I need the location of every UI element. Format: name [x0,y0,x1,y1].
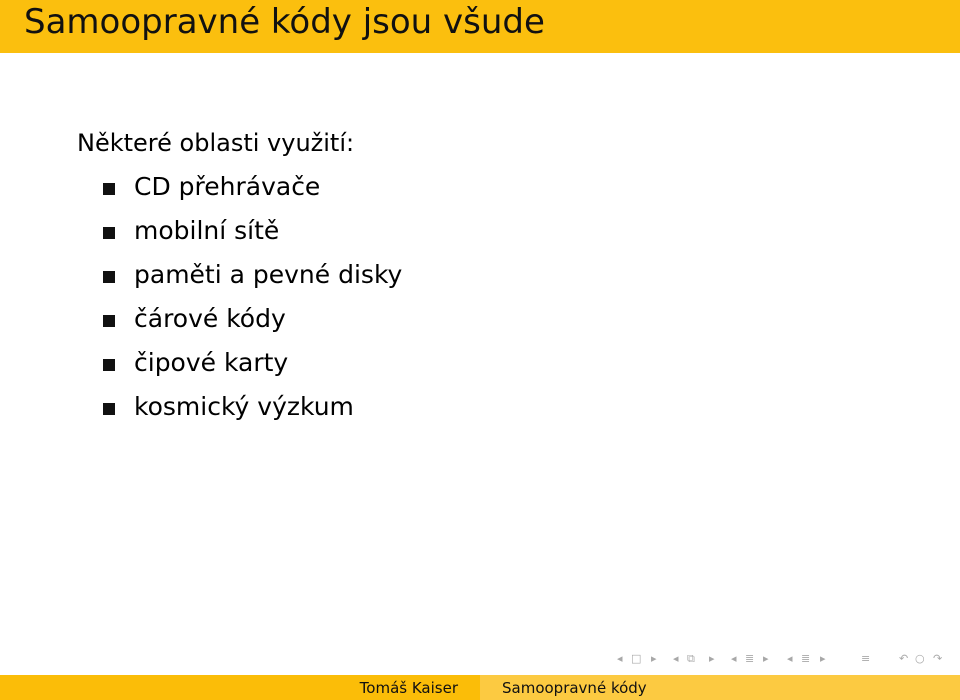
square-bullet-icon [103,403,115,415]
square-bullet-icon [103,315,115,327]
list-item-label: čipové karty [134,348,289,377]
nav-next-frame-icon[interactable]: ▸ [651,652,657,665]
footer-author: Tomáš Kaiser [359,679,458,697]
list-item-label: paměti a pevné disky [134,260,403,289]
square-bullet-icon [103,183,115,195]
footer [0,675,960,700]
square-bullet-icon [103,359,115,371]
nav-next-part-icon[interactable]: ▸ [820,652,826,665]
nav-search-icon[interactable]: ○ [915,652,925,665]
nav-subsection-icon[interactable]: ⧉ [687,652,695,665]
nav-prev-subsection-icon[interactable]: ◂ [673,652,679,665]
slide-title: Samoopravné kódy jsou všude [24,2,545,42]
nav-back-icon[interactable]: ↶ [899,652,909,665]
footer-author-panel [0,675,480,700]
list-item-label: mobilní sítě [134,216,280,245]
square-bullet-icon [103,227,115,239]
nav-next-subsection-icon[interactable]: ▸ [709,652,715,665]
nav-section-icon[interactable]: ≣ [745,652,755,665]
nav-prev-part-icon[interactable]: ◂ [787,652,793,665]
list-item-label: kosmický výzkum [134,392,354,421]
nav-prev-section-icon[interactable]: ◂ [731,652,737,665]
nav-forward-icon[interactable]: ↷ [933,652,943,665]
nav-next-section-icon[interactable]: ▸ [763,652,769,665]
nav-appendix-icon[interactable]: ≡ [861,652,871,665]
footer-short-title: Samoopravné kódy [502,679,647,697]
intro-text: Některé oblasti využití: [77,129,355,157]
footer-title-panel [480,675,960,700]
nav-part-icon[interactable]: ≣ [801,652,811,665]
list-item-label: CD přehrávače [134,172,321,201]
square-bullet-icon [103,271,115,283]
nav-prev-frame-icon[interactable]: ◂ [617,652,623,665]
slide-title-bar [0,0,960,53]
list-item-label: čárové kódy [134,304,286,333]
nav-frame-icon[interactable]: □ [631,652,642,665]
